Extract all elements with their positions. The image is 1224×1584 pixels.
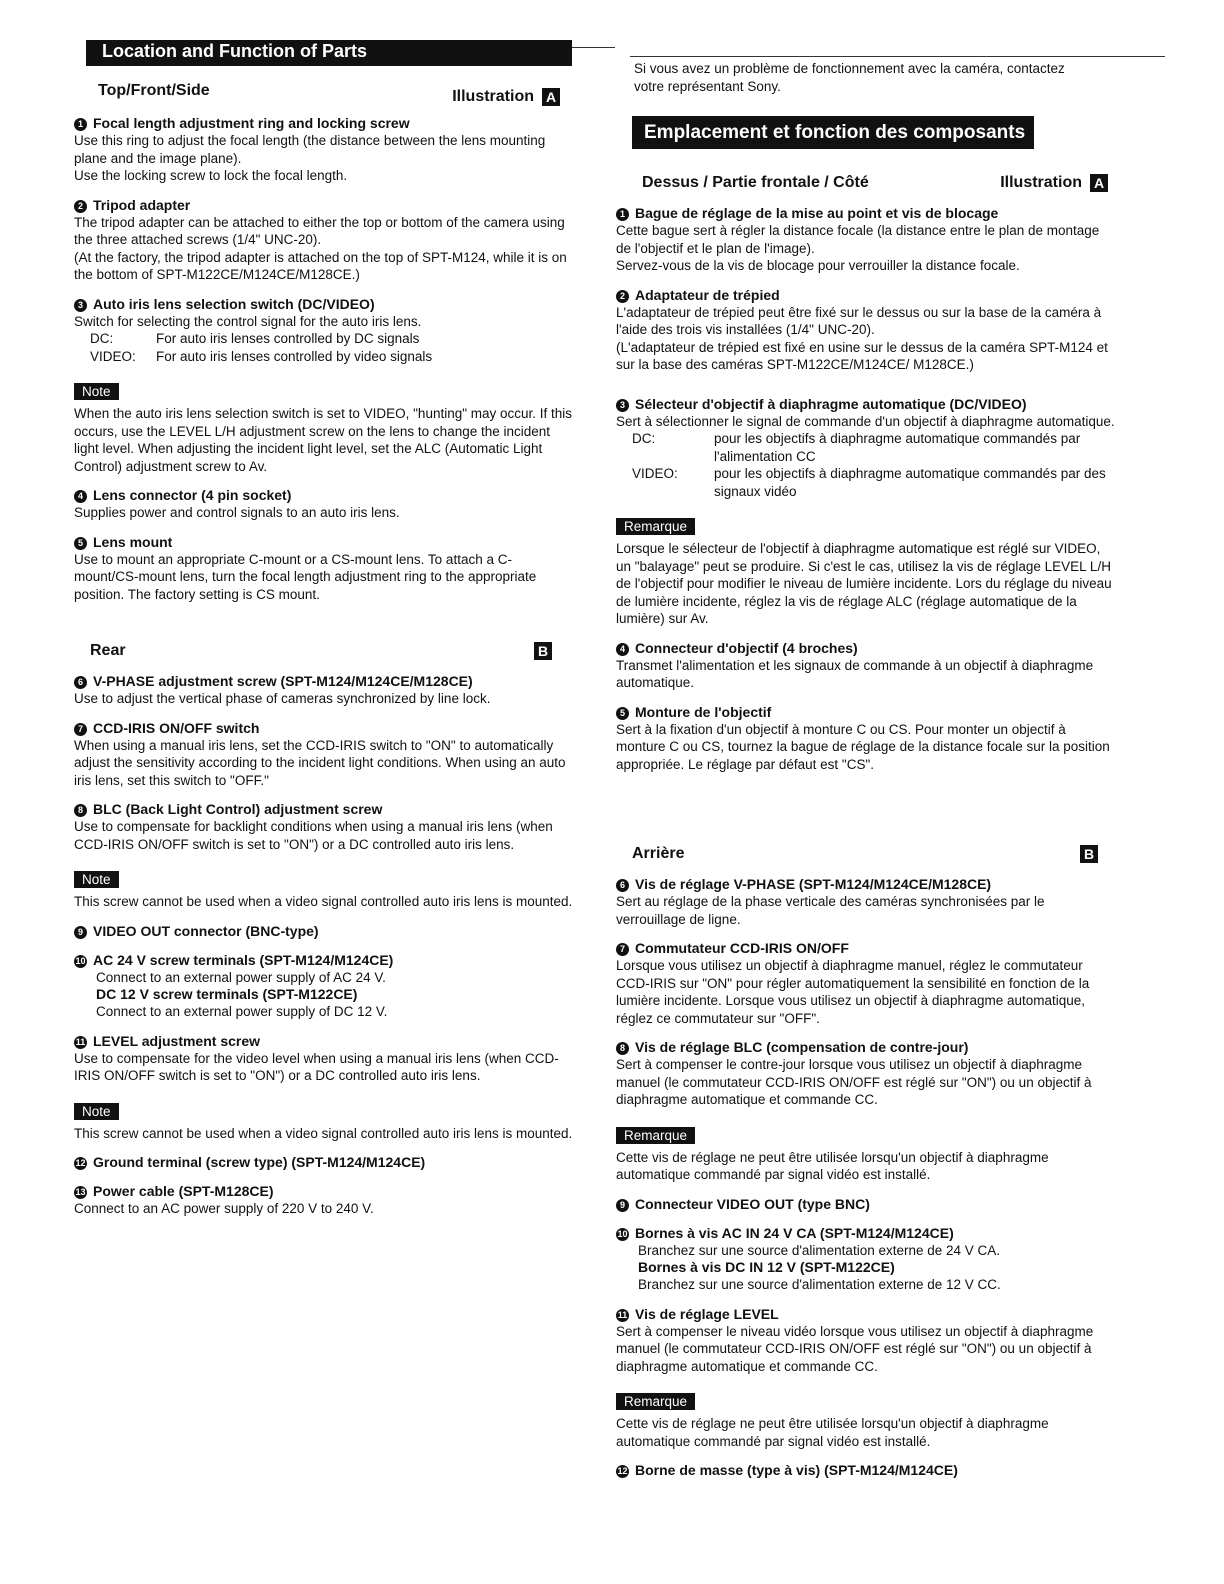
item-title: Bague de réglage de la mise au point et vis de blocage	[635, 205, 999, 221]
subheading-label: Arrière	[632, 845, 685, 862]
item-text: Sert à sélectionner le signal de commande d'un objectif à diaphragme automatique.	[616, 413, 1115, 429]
item-1	[74, 115, 574, 185]
item-text: When using a manual iris lens, set the CCD-IRIS switch to "ON" to automatically adjust the sensitivity according to the incident light conditions. When using an auto iris lens, set this switch to "OFF."	[74, 737, 566, 788]
note-label: Remarque	[616, 1127, 695, 1144]
item-5	[74, 534, 574, 604]
number-badge: 7	[74, 723, 87, 736]
number-badge: 10	[617, 1228, 628, 1239]
item-title: Commutateur CCD-IRIS ON/OFF	[635, 940, 849, 956]
top-rule-left	[570, 47, 615, 48]
item-title: Ground terminal (screw type) (SPT-M124/M124CE)	[93, 1154, 426, 1170]
term-dc: DC:	[90, 331, 114, 346]
french-items-rear	[616, 876, 1116, 1491]
item-title: CCD-IRIS ON/OFF switch	[93, 719, 260, 736]
item-text: Cette bague sert à régler la distance focale (la distance entre le plan de montage de l'objectif et le plan de l'image).	[616, 223, 1100, 256]
item-11	[74, 1033, 574, 1085]
item-text: L'adaptateur de trépied peut être fixé sur le dessus ou sur la base de la caméra à l'aide des trois vis installées (1/4" UNC-20).	[616, 304, 1102, 337]
illustration-letter-a: A	[1090, 174, 1108, 192]
section-title-fr: Emplacement et fonction des composants	[632, 116, 1034, 149]
item-9	[74, 923, 574, 940]
item-2	[616, 287, 1116, 374]
item-2	[74, 197, 574, 284]
note-2	[616, 1121, 1116, 1184]
item-4	[74, 487, 574, 522]
number-badge: 13	[75, 1187, 86, 1197]
item-text: Servez-vous de la vis de blocage pour verrouiller la distance focale.	[616, 258, 1020, 273]
number-badge: 9	[616, 1199, 629, 1212]
number-badge: 9	[74, 926, 87, 939]
item-title: BLC (Back Light Control) adjustment screw	[93, 801, 383, 817]
item-text: Branchez sur une source d'alimentation externe de 12 V CC.	[638, 1277, 1001, 1292]
note-label: Remarque	[616, 1393, 695, 1410]
illustration-ref-a	[452, 88, 560, 106]
item-4	[616, 640, 1116, 692]
item-text: Use to compensate for backlight conditions when using a manual iris lens (when CCD-IRIS ON/OFF switch is set to "ON") or a DC controlled auto iris lens.	[74, 819, 553, 852]
def-dc: pour les objectifs à diaphragme automatique commandés par l'alimentation CC	[714, 431, 1081, 464]
subheading-label: Dessus / Partie frontale / Côté	[642, 174, 869, 191]
number-badge: 12	[75, 1158, 86, 1168]
number-badge: 6	[74, 676, 87, 689]
top-rule-right	[630, 56, 1165, 57]
note-2	[74, 865, 574, 911]
item-text: Supplies power and control signals to an auto iris lens.	[74, 505, 400, 520]
number-badge: 6	[616, 879, 629, 892]
item-title: VIDEO OUT connector (BNC-type)	[93, 922, 319, 939]
number-badge: 2	[74, 200, 87, 213]
note-label: Note	[74, 1103, 119, 1120]
item-text: Use to adjust the vertical phase of cameras synchronized by line lock.	[74, 691, 491, 706]
item-title: Sélecteur d'objectif à diaphragme automatique (DC/VIDEO)	[635, 395, 1027, 412]
illustration-letter-a: A	[542, 88, 560, 106]
number-badge: 10	[75, 955, 86, 966]
item-12	[74, 1154, 574, 1171]
note-3	[616, 1387, 1116, 1450]
item-8	[74, 801, 574, 853]
item-text: Sert à la fixation d'un objectif à monture C ou CS. Pour monter un objectif à monture C ou CS, tournez la bague de réglage de la distance focale sur la position appropriée. Le réglage par défaut est "CS".	[616, 721, 1110, 772]
note-label: Remarque	[616, 518, 695, 535]
illustration-letter-b: B	[1080, 845, 1098, 863]
number-badge: 11	[617, 1309, 628, 1320]
item-title: V-PHASE adjustment screw (SPT-M124/M124CE/M128CE)	[93, 673, 473, 689]
illustration-label: Illustration	[452, 88, 534, 105]
subheading-label: Top/Front/Side	[98, 82, 210, 99]
illustration-letter-b: B	[534, 642, 552, 660]
item-title: AC 24 V screw terminals (SPT-M124/M124CE)	[93, 951, 394, 968]
note-text: Cette vis de réglage ne peut être utilisée lorsqu'un objectif à diaphragme automatique commandé par signal vidéo est installé.	[616, 1416, 1049, 1449]
definition-list	[616, 430, 1116, 500]
item-title: Vis de réglage BLC (compensation de contre-jour)	[635, 1039, 969, 1055]
item-7	[74, 720, 574, 790]
item-12	[616, 1462, 1116, 1479]
note-text: When the auto iris lens selection switch is set to VIDEO, "hunting" may occur. If this occurs, use the LEVEL L/H adjustment screw on the lens to change the incident light level. When adjusting the incident light level, set the ALC (Automatic Light Control) adjustment screw to Av.	[74, 406, 573, 474]
item-8	[616, 1039, 1116, 1109]
item-text: The tripod adapter can be attached to either the top or bottom of the camera using the three attached screws (1/4" UNC-20).	[74, 214, 565, 247]
english-items-top	[74, 115, 574, 615]
item-title: Vis de réglage V-PHASE (SPT-M124/M124CE/M128CE)	[635, 876, 992, 892]
note-text: Cette vis de réglage ne peut être utilisée lorsqu'un objectif à diaphragme automatique commandé par signal vidéo est installé.	[616, 1149, 1049, 1182]
number-badge: 8	[616, 1042, 629, 1055]
item-10	[616, 1225, 1116, 1294]
item-7	[616, 940, 1116, 1027]
note-1	[74, 377, 574, 475]
def-dc: For auto iris lenses controlled by DC signals	[156, 331, 420, 346]
french-items-top	[616, 205, 1116, 785]
item-title: Lens mount	[93, 533, 173, 550]
item-5	[616, 704, 1116, 774]
note-label: Note	[74, 383, 119, 400]
note-text: This screw cannot be used when a video signal controlled auto iris lens is mounted.	[74, 1125, 573, 1141]
english-items-rear	[74, 673, 574, 1230]
item-text: Branchez sur une source d'alimentation externe de 24 V CA.	[638, 1242, 1001, 1258]
subheading-arriere	[632, 845, 1098, 863]
illustration-ref-a	[1000, 174, 1108, 192]
def-video: For auto iris lenses controlled by video signals	[156, 348, 433, 364]
item-title: Connecteur VIDEO OUT (type BNC)	[635, 1195, 870, 1212]
item-title: LEVEL adjustment screw	[93, 1032, 261, 1049]
item-title: Connecteur d'objectif (4 broches)	[635, 639, 858, 656]
subheading-label: Rear	[90, 642, 126, 659]
item-title: Tripod adapter	[93, 196, 191, 213]
item-9	[616, 1196, 1116, 1213]
item-text: Transmet l'alimentation et les signaux de commande à un objectif à diaphragme automatique.	[616, 657, 1094, 690]
number-badge: 3	[616, 399, 629, 412]
number-badge: 8	[74, 804, 87, 817]
item-text: Use this ring to adjust the focal length (the distance between the lens mounting plane and the image plane).	[74, 133, 546, 166]
item-6	[74, 673, 574, 708]
item-title: Auto iris lens selection switch (DC/VIDEO)	[93, 295, 375, 312]
item-text: Use to mount an appropriate C-mount or a CS-mount lens. To attach a C-mount/CS-mount lens, turn the focal length adjustment ring to the appropriate position. The factory setting is CS mount.	[74, 551, 537, 602]
item-title: Focal length adjustment ring and locking screw	[93, 115, 410, 131]
item-title: Vis de réglage LEVEL	[635, 1305, 779, 1322]
subheading-rear	[90, 642, 552, 660]
item-text: Connect to an AC power supply of 220 V to 240 V.	[74, 1201, 374, 1216]
note-text: This screw cannot be used when a video signal controlled auto iris lens is mounted.	[74, 894, 573, 909]
number-badge: 1	[74, 118, 87, 131]
term-video: VIDEO:	[90, 348, 136, 364]
item-subtitle: Bornes à vis DC IN 12 V (SPT-M122CE)	[638, 1259, 895, 1275]
item-title: Lens connector (4 pin socket)	[93, 487, 292, 503]
subheading-dessus	[642, 174, 1108, 192]
number-badge: 7	[616, 943, 629, 956]
term-dc: DC:	[632, 431, 656, 446]
item-text: Sert à compenser le contre-jour lorsque vous utilisez un objectif à diaphragme manuel (le commutateur CCD-IRIS ON/OFF est réglé sur "ON") ou un objectif à diaphragme automatique et commande CC.	[616, 1057, 1092, 1107]
item-text: Connect to an external power supply of AC 24 V.	[96, 969, 386, 985]
item-text: (At the factory, the tripod adapter is attached on the top of SPT-M124, while it is on the bottom of SPT-M122CE/M124CE/M128CE.)	[74, 249, 567, 282]
number-badge: 3	[74, 299, 87, 312]
number-badge: 5	[616, 707, 629, 720]
item-6	[616, 876, 1116, 928]
number-badge: 2	[616, 290, 629, 303]
subheading-top-front-side	[98, 82, 560, 105]
definition-list	[74, 330, 574, 365]
item-title: Bornes à vis AC IN 24 V CA (SPT-M124/M124CE)	[635, 1224, 954, 1241]
number-badge: 5	[74, 537, 87, 550]
note-3	[74, 1097, 574, 1143]
number-badge: 11	[75, 1036, 86, 1047]
item-text: (L'adaptateur de trépied est fixé en usine sur le dessus de la caméra SPT-M124 et sur la base des caméras SPT-M122CE/M124CE/ M128CE.)	[616, 339, 1108, 372]
intro-text: Si vous avez un problème de fonctionnement avec la caméra, contactez votre représentant Sony.	[634, 61, 1065, 94]
item-10	[74, 952, 574, 1021]
item-text: Switch for selecting the control signal for the auto iris lens.	[74, 313, 422, 329]
item-title: Monture de l'objectif	[635, 703, 772, 720]
item-text: Sert au réglage de la phase verticale des caméras synchronisées par le verrouillage de ligne.	[616, 894, 1045, 927]
item-text: Use to compensate for the video level when using a manual iris lens (when CCD-IRIS ON/OFF switch is set to "ON") or a DC controlled auto iris lens.	[74, 1050, 559, 1083]
item-text: Sert à compenser le niveau vidéo lorsque vous utilisez un objectif à diaphragme manuel (le commutateur CCD-IRIS ON/OFF est réglé sur "ON") ou un objectif à diaphragme automatique et commande CC.	[616, 1323, 1094, 1374]
term-video: VIDEO:	[632, 466, 678, 481]
item-subtitle: DC 12 V screw terminals (SPT-M122CE)	[96, 986, 358, 1002]
number-badge: 1	[616, 208, 629, 221]
item-3	[74, 296, 574, 366]
item-text: Connect to an external power supply of DC 12 V.	[96, 1004, 388, 1019]
illustration-label: Illustration	[1000, 174, 1082, 191]
item-text: Lorsque vous utilisez un objectif à diaphragme manuel, réglez le commutateur CCD-IRIS sur "ON" pour régler automatiquement la sensibilité en fonction de la lumière incidente. Lorsque vous utilisez un objectif à diaphragme automatique, réglez ce commutateur sur "OFF".	[616, 958, 1090, 1026]
item-title: Adaptateur de trépied	[635, 286, 780, 303]
item-11	[616, 1306, 1116, 1376]
item-13	[74, 1183, 574, 1218]
item-text: Use the locking screw to lock the focal length.	[74, 168, 348, 183]
number-badge: 4	[616, 643, 629, 656]
item-title: Borne de masse (type à vis) (SPT-M124/M124CE)	[635, 1462, 958, 1478]
number-badge: 12	[617, 1466, 628, 1476]
item-1	[616, 205, 1116, 275]
note-1	[616, 512, 1116, 628]
item-title: Power cable (SPT-M128CE)	[93, 1183, 274, 1199]
number-badge: 4	[74, 490, 87, 503]
item-3	[616, 396, 1116, 501]
note-label: Note	[74, 871, 119, 888]
def-video: pour les objectifs à diaphragme automatique commandés par des signaux vidéo	[714, 466, 1106, 499]
note-text: Lorsque le sélecteur de l'objectif à diaphragme automatique est réglé sur VIDEO, un "balayage" peut se produire. Si c'est le cas, utilisez la vis de réglage LEVEL L/H de l'objectif pour modifier le niveau de lumière incidente. Lors du réglage du niveau de lumière incidente, réglez la vis de réglage ALC (réglage automatique de la lumière) sur Av.	[616, 541, 1112, 626]
section-title-en: Location and Function of Parts	[86, 40, 572, 66]
